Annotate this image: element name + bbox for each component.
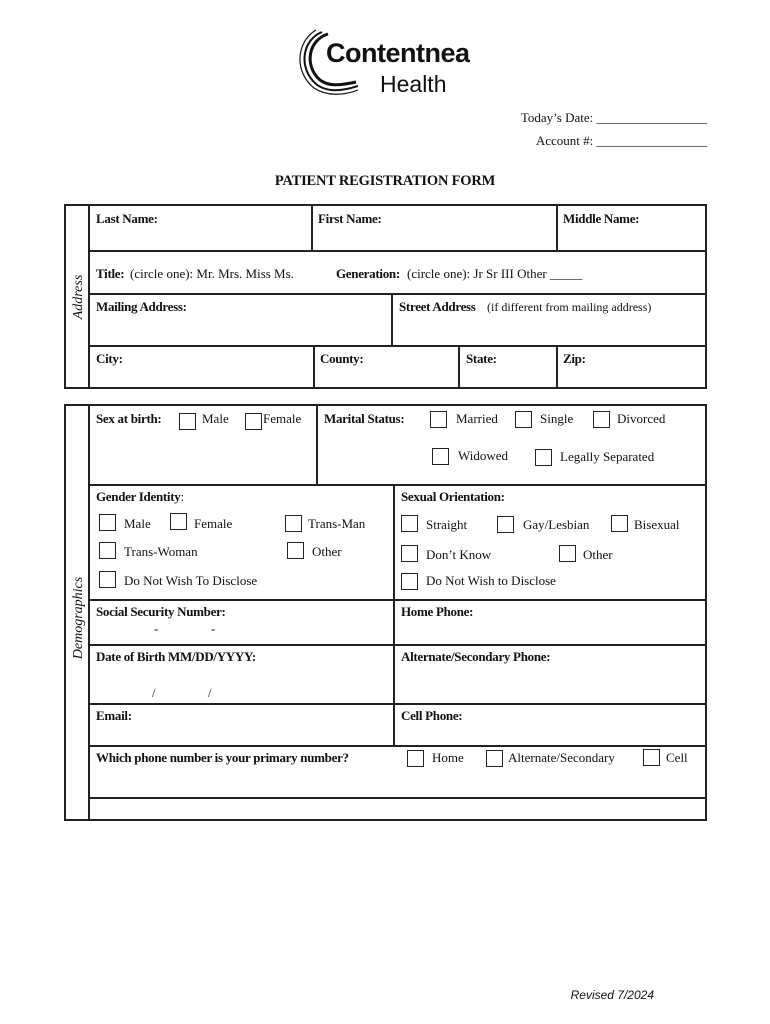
primary-cell-checkbox[interactable] [643, 749, 660, 766]
divider [90, 293, 707, 295]
gender-male-label: Male [124, 516, 151, 531]
cell-phone-field[interactable]: Cell Phone: [401, 708, 463, 723]
contentnea-health-logo [298, 28, 468, 100]
orientation-straight-checkbox[interactable] [401, 515, 418, 532]
gender-trans-woman-label: Trans-Woman [124, 544, 198, 559]
revision-date: Revised 7/2024 [570, 988, 654, 1002]
divider [90, 345, 707, 347]
todays-date-field[interactable]: Today’s Date: _________________ [520, 110, 707, 125]
primary-alternate-checkbox[interactable] [486, 750, 503, 767]
sex-at-birth-label: Sex at birth: [96, 411, 162, 426]
divider [391, 293, 393, 345]
email-field[interactable]: Email: [96, 708, 132, 723]
last-name-field[interactable]: Last Name: [96, 211, 158, 226]
dob-separator: / [208, 685, 212, 700]
street-address-field[interactable]: Street Address [399, 299, 476, 314]
demographics-side-label: Demographics [71, 576, 86, 660]
county-field[interactable]: County: [320, 351, 364, 366]
gender-trans-woman-checkbox[interactable] [99, 542, 116, 559]
divider [393, 484, 395, 745]
dob-separator: / [152, 685, 156, 700]
street-address-note: (if different from mailing address) [487, 300, 652, 314]
mailing-address-field[interactable]: Mailing Address: [96, 299, 187, 314]
orientation-other-label: Other [583, 547, 613, 562]
alternate-phone-field[interactable]: Alternate/Secondary Phone: [401, 649, 551, 664]
gender-male-checkbox[interactable] [99, 514, 116, 531]
divider [458, 345, 460, 387]
marital-single-checkbox[interactable] [515, 411, 532, 428]
primary-home-label: Home [432, 750, 464, 765]
sex-male-label: Male [202, 411, 229, 426]
middle-name-field[interactable]: Middle Name: [563, 211, 640, 226]
divider [90, 797, 707, 799]
gender-trans-man-checkbox[interactable] [285, 515, 302, 532]
primary-alternate-label: Alternate/Secondary [508, 750, 615, 765]
marital-widowed-label: Widowed [458, 448, 509, 463]
divider [90, 484, 707, 486]
orientation-dont-know-checkbox[interactable] [401, 545, 418, 562]
divider [90, 745, 707, 747]
divider [90, 599, 707, 601]
zip-field[interactable]: Zip: [563, 351, 586, 366]
orientation-no-disclose-checkbox[interactable] [401, 573, 418, 590]
gender-female-label: Female [194, 516, 233, 531]
divider [316, 406, 318, 484]
divider [313, 345, 315, 387]
gender-female-checkbox[interactable] [170, 513, 187, 530]
orientation-no-disclose-label: Do Not Wish to Disclose [426, 573, 556, 588]
form-title: PATIENT REGISTRATION FORM [274, 173, 496, 189]
generation-options[interactable]: (circle one): Jr Sr III Other _____ [407, 266, 583, 281]
divider [90, 644, 707, 646]
title-label: Title: [96, 266, 125, 281]
ssn-separator: - [154, 621, 159, 636]
marital-separated-checkbox[interactable] [535, 449, 552, 466]
marital-married-label: Married [456, 411, 498, 426]
sex-male-checkbox[interactable] [179, 413, 196, 430]
primary-home-checkbox[interactable] [407, 750, 424, 767]
sex-female-label: Female [263, 411, 302, 426]
divider [90, 250, 707, 252]
orientation-bisexual-label: Bisexual [634, 517, 680, 532]
orientation-straight-label: Straight [426, 517, 468, 532]
date-of-birth-field[interactable]: Date of Birth MM/DD/YYYY: [96, 649, 256, 664]
title-options[interactable]: (circle one): Mr. Mrs. Miss Ms. [130, 266, 294, 281]
marital-married-checkbox[interactable] [430, 411, 447, 428]
ssn-separator: - [211, 621, 216, 636]
orientation-gay-lesbian-label: Gay/Lesbian [523, 517, 590, 532]
primary-phone-question: Which phone number is your primary number? [96, 750, 349, 765]
first-name-field[interactable]: First Name: [318, 211, 382, 226]
orientation-other-checkbox[interactable] [559, 545, 576, 562]
demographics-section [64, 404, 707, 821]
marital-separated-label: Legally Separated [560, 449, 655, 464]
divider [90, 703, 707, 705]
gender-other-label: Other [312, 544, 342, 559]
divider [556, 206, 558, 250]
sex-female-checkbox[interactable] [245, 413, 262, 430]
orientation-gay-lesbian-checkbox[interactable] [497, 516, 514, 533]
marital-widowed-checkbox[interactable] [432, 448, 449, 465]
address-section [64, 204, 707, 389]
city-field[interactable]: City: [96, 351, 123, 366]
marital-single-label: Single [540, 411, 574, 426]
marital-divorced-checkbox[interactable] [593, 411, 610, 428]
gender-no-disclose-checkbox[interactable] [99, 571, 116, 588]
divider [556, 345, 558, 387]
ssn-field[interactable]: Social Security Number: [96, 604, 226, 619]
account-number-field[interactable]: Account #: _________________ [535, 133, 707, 148]
sexual-orientation-label: Sexual Orientation: [401, 489, 505, 504]
logo-wordmark: Contentnea [326, 38, 470, 68]
generation-label: Generation: [336, 266, 400, 281]
divider [311, 206, 313, 250]
orientation-bisexual-checkbox[interactable] [611, 515, 628, 532]
primary-cell-label: Cell [666, 750, 688, 765]
gender-identity-label: Gender Identity: [96, 489, 184, 504]
gender-no-disclose-label: Do Not Wish To Disclose [124, 573, 258, 588]
marital-status-label: Marital Status: [324, 411, 405, 426]
marital-divorced-label: Divorced [617, 411, 666, 426]
home-phone-field[interactable]: Home Phone: [401, 604, 474, 619]
gender-other-checkbox[interactable] [287, 542, 304, 559]
state-field[interactable]: State: [466, 351, 497, 366]
address-side-label: Address [71, 274, 86, 320]
gender-trans-man-label: Trans-Man [308, 516, 366, 531]
logo-subtitle: Health [380, 71, 447, 97]
orientation-dont-know-label: Don’t Know [426, 547, 492, 562]
